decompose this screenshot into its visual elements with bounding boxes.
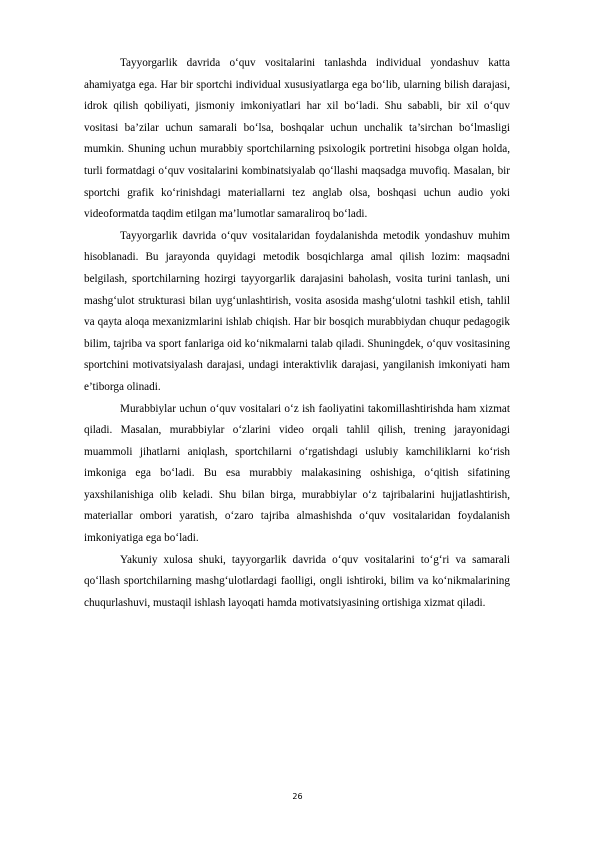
document-body	[84, 53, 510, 614]
paragraph-conclusion: Yakuniy xulosa shuki, tayyorgarlik davrida o‘quv vositalarini to‘g‘ri va samarali qo‘llash sportchilarning mashg‘ulotlardagi faolligi, ongli ishtiroki, bilim va ko‘nikmalarining chuqurlashuvi, mustaqil ishlash layoqati hamda motivatsiyasining ortishiga xizmat qiladi.	[84, 553, 510, 609]
paragraph-individual-approach: Tayyorgarlik davrida o‘quv vositalarini tanlashda individual yondashuv katta ahamiyatga ega. Har bir sportchi individual xususiyatlarga ega bo‘lib, ularning bilish darajasi, idrok qilish qobiliyati, jismoniy imkoniyatlari har xil bo‘ladi. Shu sababli, bir xil o‘quv vositasi ba’zilar uchun samarali bo‘lsa, boshqalar uchun unchalik ta’sirchan bo‘lmasligi mumkin. Shuning uchun murabbiy sportchilarning psixologik portretini hisobga olgan holda, turli formatdagi o‘quv vositalarini kombinatsiyalab qo‘llashi maqsadga muvofiq. Masalan, bir sportchi grafik ko‘rinishdagi materiallarni tez anglab olsa, boshqasi uchun audio yoki videoformatda taqdim etilgan ma’lumotlar samaraliroq bo‘ladi.	[84, 57, 510, 221]
page-number: 26	[292, 792, 303, 801]
paragraph-methodical-approach: Tayyorgarlik davrida o‘quv vositalaridan foydalanishda metodik yondashuv muhim hisoblanadi. Bu jarayonda quyidagi metodik bosqichlarga amal qilish lozim: maqsadni belgilash, sportchilarning hozirgi tayyorgarlik darajasini baholash, vosita turini tanlash, uni mashg‘ulot strukturasi bilan uyg‘unlashtirish, vosita asosida mashg‘ulotni tashkil etish, tahlil va qayta aloqa mexanizmlarini ishlab chiqish. Har bir bosqich murabbiydan chuqur pedagogik bilim, tajriba va sport fanlariga oid ko‘nikmalarni talab qiladi. Shuningdek, o‘quv vositasining sportchini motivatsiyalash darajasi, undagi interaktivlik darajasi, yangilanish imkoniyati ham e’tiborga olinadi.	[84, 229, 510, 393]
paragraph-coaches-benefit: Murabbiylar uchun o‘quv vositalari o‘z ish faoliyatini takomillashtirishda ham xizmat qiladi. Masalan, murabbiylar o‘zlarini video orqali tahlil qilish, trening jarayonidagi muammoli jihatlarni aniqlash, sportchilarni o‘rgatishdagi uslubiy kamchiliklarni ko‘rish imkoniga ega bo‘ladi. Bu esa murabbiy malakasining oshishiga, o‘qitish sifatining yaxshilanishiga olib keladi. Shu bilan birga, murabbiylar o‘z tajribalarini hujjatlashtirish, materiallar ombori yaratish, o‘zaro tajriba almashishda o‘quv vositalaridan foydalanish imkoniyatiga ega bo‘ladi.	[84, 402, 510, 545]
